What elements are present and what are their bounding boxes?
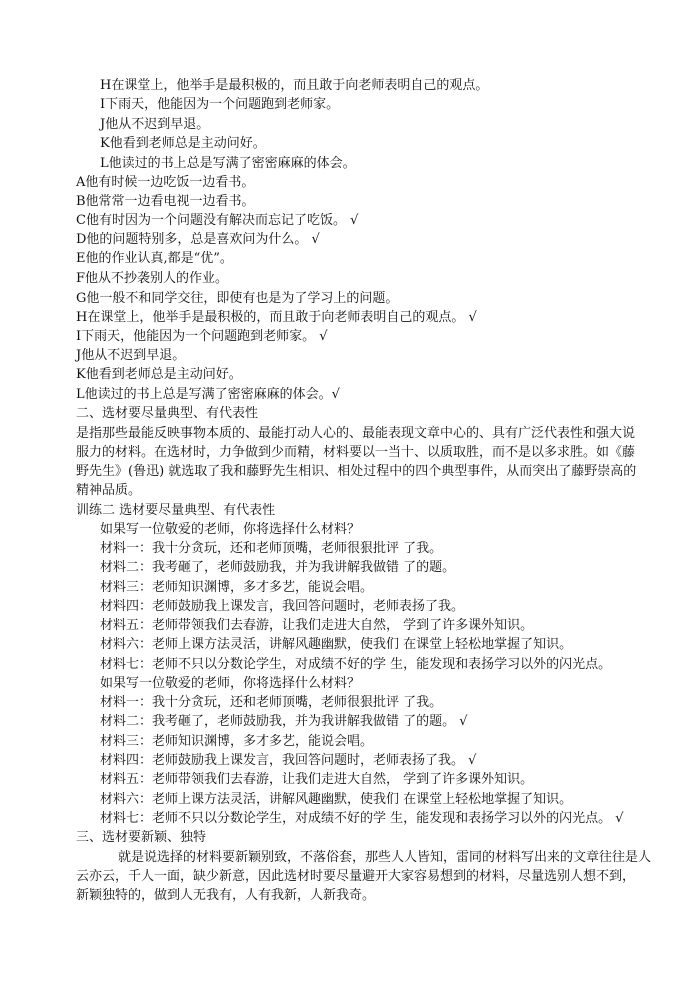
material-1-6: 材料六：老师上课方法灵活，讲解风趣幽默，使我们 在课堂上轻松地掌握了知识。 [100, 637, 573, 652]
option-l: L他读过的书上总是写满了密密麻麻的体会。 [100, 156, 356, 171]
answer-d: D他的问题特别多，总是喜欢问为什么。 √ [76, 232, 320, 247]
material-2-2: 材料二：我考砸了，老师鼓励我，并为我讲解我做错 了的题。 √ [100, 714, 468, 729]
material-1-2: 材料二：我考砸了，老师鼓励我，并为我讲解我做错 了的题。 [100, 560, 456, 575]
material-1-3: 材料三：老师知识渊博，多才多艺，能说会唱。 [100, 580, 374, 595]
training-2-title: 训练二 选材要尽量典型、有代表性 [76, 503, 276, 518]
section-heading-2: 二、选材要尽量典型、有代表性 [76, 406, 259, 421]
material-2-7: 材料七：老师不只以分数论学生，对成绩不好的学 生，能发现和表扬学习以外的闪光点。 √ [100, 811, 624, 826]
paragraph-2-line-3: 野先生》(鲁迅) 就选取了我和藤野先生相识、相处过程中的四个典型事件，从而突出了藤野崇高的 [76, 464, 637, 479]
material-2-5: 材料五：老师带领我们去春游，让我们走进大自然， 学到了许多课外知识。 [100, 772, 534, 787]
option-j: J他从不迟到早退。 [100, 117, 210, 132]
answer-b: B他常常一边看电视一边看书。 [76, 194, 255, 209]
material-1-5: 材料五：老师带领我们去春游，让我们走进大自然， 学到了许多课外知识。 [100, 618, 534, 633]
answer-f: F他从不抄袭别人的作业。 [76, 271, 229, 286]
answer-a: A他有时候一边吃饭一边看书。 [76, 175, 255, 190]
material-2-3: 材料三：老师知识渊博，多才多艺，能说会唱。 [100, 734, 374, 749]
material-2-6: 材料六：老师上课方法灵活，讲解风趣幽默，使我们 在课堂上轻松地掌握了知识。 [100, 792, 573, 807]
option-i: I下雨天，他能因为一个问题跑到老师家。 [100, 97, 340, 112]
paragraph-3-line-1: 就是说选择的材料要新颖别致，不落俗套，那些人人皆知，雷同的材料写出来的文章往往是人 [118, 850, 652, 865]
material-2-4: 材料四：老师鼓励我上课发言，我回答问题时，老师表扬了我。 √ [100, 753, 477, 768]
answer-e: E他的作业认真,都是“优”。 [76, 251, 233, 266]
answer-l: L他读过的书上总是写满了密密麻麻的体会。√ [76, 387, 340, 402]
paragraph-2-line-2: 服力的材料。在选材时，力争做到少而精，材料要以一当十、以质取胜，而不是以多求胜。如《藤 [76, 445, 636, 460]
answer-k: K他看到老师总是主动问好。 [76, 367, 242, 382]
paragraph-2-line-4: 精神品质。 [76, 483, 142, 498]
answer-g: G他一般不和同学交往，即使有也是为了学习上的问题。 [76, 291, 399, 306]
material-2-1: 材料一：我十分贪玩，还和老师顶嘴，老师很狠批评 了我。 [100, 695, 443, 710]
answer-c: C他有时因为一个问题没有解决而忘记了吃饭。 √ [76, 213, 359, 228]
option-k: K他看到老师总是主动问好。 [100, 136, 266, 151]
paragraph-3-line-2: 云亦云，千人一面，缺少新意，因此选材时要尽量避开大家容易想到的材料，尽量选别人想不到， [76, 869, 636, 884]
answer-j: J他从不迟到早退。 [76, 348, 186, 363]
paragraph-2-line-1: 是指那些最能反映事物本质的、最能打动人心的、最能表现文章中心的、具有广泛代表性和强大说 [76, 426, 636, 441]
material-1-4: 材料四：老师鼓励我上课发言，我回答问题时，老师表扬了我。 [100, 599, 465, 614]
material-1-1: 材料一：我十分贪玩，还和老师顶嘴，老师很狠批评 了我。 [100, 541, 443, 556]
option-h: H在课堂上，他举手是最积极的，而且敢于向老师表明自己的观点。 [100, 78, 489, 93]
answer-h: H在课堂上，他举手是最积极的，而且敢于向老师表明自己的观点。 √ [76, 310, 477, 325]
section-heading-3: 三、选材要新颖、独特 [76, 830, 207, 845]
answer-i: I下雨天，他能因为一个问题跑到老师家。 √ [76, 329, 328, 344]
question-2: 如果写一位敬爱的老师，你将选择什么材料？ [100, 676, 361, 691]
question-1: 如果写一位敬爱的老师，你将选择什么材料？ [100, 522, 361, 537]
material-1-7: 材料七：老师不只以分数论学生，对成绩不好的学 生，能发现和表扬学习以外的闪光点。 [100, 657, 612, 672]
paragraph-3-line-3: 新颖独特的，做到人无我有，人有我新，人新我奇。 [76, 888, 376, 903]
